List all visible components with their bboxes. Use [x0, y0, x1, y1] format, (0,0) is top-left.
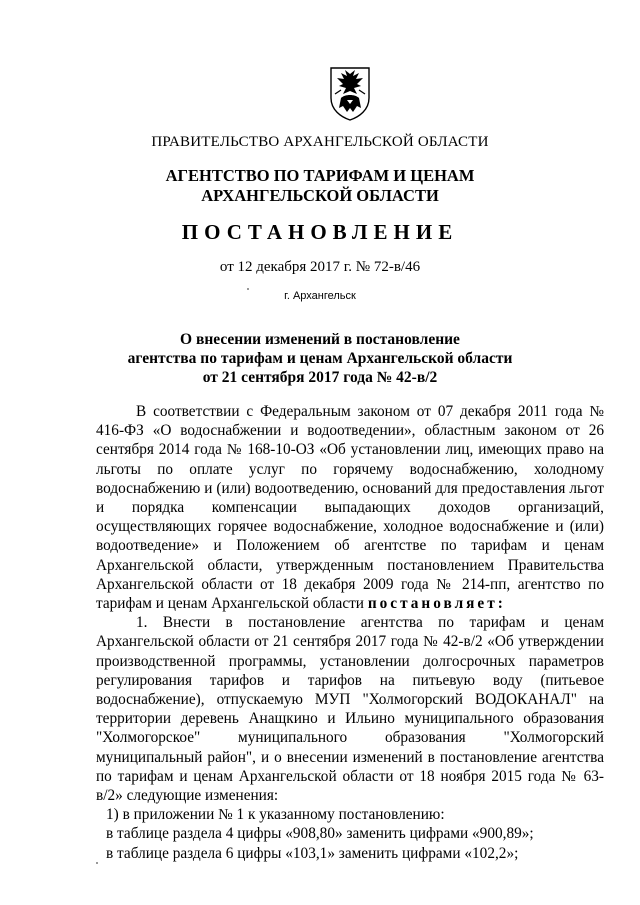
subitem-1: 1) в приложении № 1 к указанному постановлению: — [106, 806, 445, 824]
preamble-paragraph — [96, 402, 604, 613]
document-type: ПОСТАНОВЛЕНИЕ — [181, 220, 459, 244]
title-line2: агентства по тарифам и ценам Архангельской области — [127, 350, 513, 367]
agency-name-line1: АГЕНТСТВО ПО ТАРИФАМ И ЦЕНАМ — [165, 166, 475, 185]
agency-name-line2: АРХАНГЕЛЬСКОЙ ОБЛАСТИ — [201, 186, 439, 205]
title-line1: О внесении изменений в постановление — [180, 331, 460, 348]
document-city: г. Архангельск — [284, 290, 356, 302]
document-date-number: от 12 декабря 2017 г. № 72-в/46 — [219, 259, 421, 275]
document-title — [0, 330, 640, 387]
preamble-text: В соответствии с Федеральным законом от 07 декабря 2011 года № 416-ФЗ «О водоснабжении и водоотведении», областным законом от 26 сентября 2014 года № 168-10-ОЗ «Об установлении лиц, имеющих право на льготы по оплате услуг по горячему водоснабжению, холодному водоснабжению и (или) водоотведению, оснований для предоставления льгот и порядка компенсации выпадающих доходов организаций, осуществляющих горячее водоснабжение, холодное водоснабжение и (или) водоотведение» и Положением об агентстве по тарифам и ценам Архангельской области, утвержденным постановлением Правительства Архангельской области от 18 декабря 2009 года № 214-пп, агентство по тарифам и ценам Архангельской области — [96, 403, 604, 613]
government-name: ПРАВИТЕЛЬСТВО АРХАНГЕЛЬСКОЙ ОБЛАСТИ — [151, 134, 489, 150]
subitem-2: в таблице раздела 4 цифры «908,80» заменить цифрами «900,89»; — [106, 825, 534, 843]
item-1-paragraph: 1. Внести в постановление агентства по тарифам и ценам Архангельской области от 21 сентября 2017 года № 42-в/2 «Об утверждении производственной программы, установлении долгосрочных параметров регулирования тарифов и тарифов на питьевую воду (питьевое водоснабжение), отпускаемую МУП "Холмогорский ВОДОКАНАЛ" на территории деревень Анащкино и Ильино муниципального образования "Холмогорское" муниципального образования "Холмогорский муниципальный район", и о внесении изменений в постановление агентства по тарифам и ценам Архангельской области от 18 ноября 2015 года № 63-в/2» следующие изменения: — [96, 614, 604, 805]
decree-word: постановляет: — [367, 595, 506, 613]
subitem-3: в таблице раздела 6 цифры «103,1» заменить цифрами «102,2»; — [106, 844, 519, 862]
title-line3: от 21 сентября 2017 года № 42-в/2 — [202, 369, 438, 386]
scan-speck — [96, 862, 98, 864]
document-body — [96, 402, 604, 863]
agency-name — [0, 166, 640, 206]
coat-of-arms-emblem — [327, 64, 373, 122]
